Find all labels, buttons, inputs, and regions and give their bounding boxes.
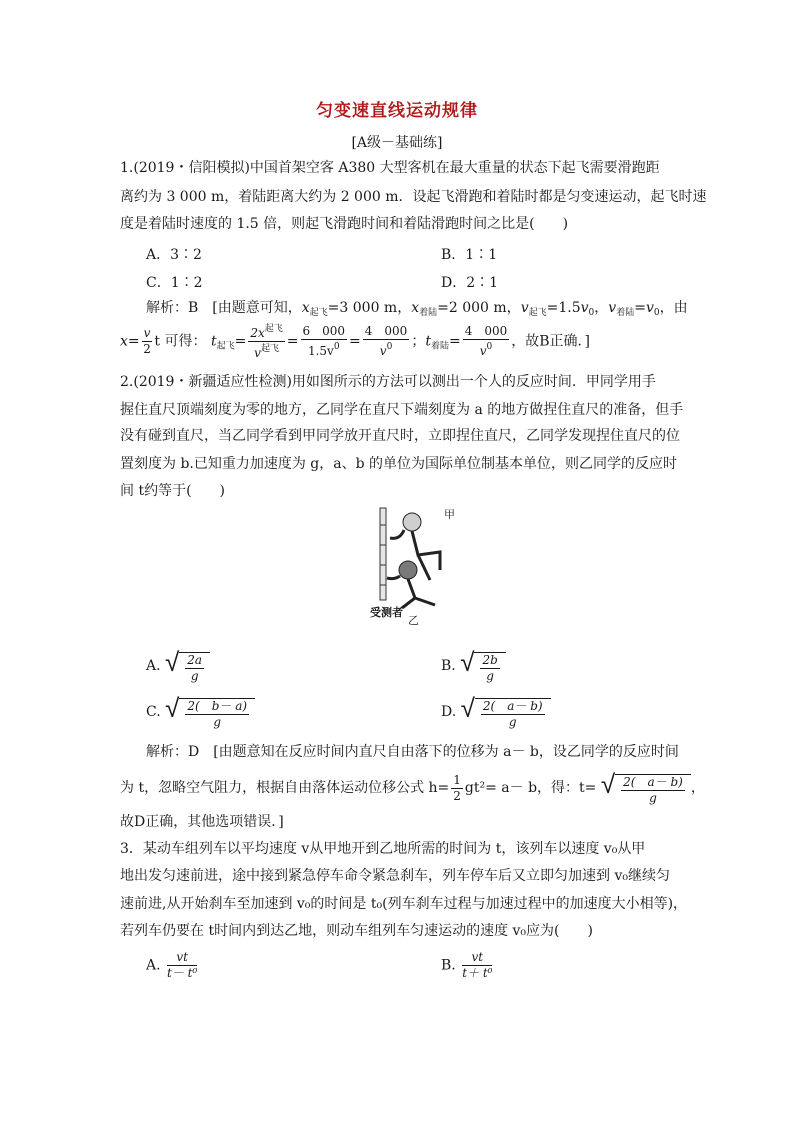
frac-den-v bbox=[248, 342, 284, 361]
den-v-b: v bbox=[479, 344, 487, 358]
num-6000: 6 000 bbox=[302, 324, 346, 338]
q1-conclusion: ，故B正确．] bbox=[511, 333, 591, 350]
sqrt-2b-over-g: √ $\frac{2b}{g}$ bbox=[460, 648, 506, 684]
den-1-5v0 bbox=[301, 340, 348, 359]
q2-option-b bbox=[441, 648, 506, 684]
frac-num: 2a bbox=[187, 653, 203, 667]
frac-6000 bbox=[301, 324, 348, 359]
sqrt-b-minus-a: √ $\frac{2( b- a)}{g}$ bbox=[165, 694, 255, 730]
frac-den: g bbox=[649, 791, 657, 805]
sup-0-b: 0 bbox=[386, 342, 393, 352]
sub-land: 着陆 bbox=[419, 308, 438, 318]
sup-den-takeoff: 起飞 bbox=[260, 344, 279, 354]
den-v0-a bbox=[363, 340, 410, 359]
q2-analysis-text-2b: gt²= a－ b，得：t= bbox=[464, 780, 597, 796]
q1-line-3: 度是着陆时速度的 1.5 倍，则起飞滑跑时间和着陆滑跑时间之比是( ) bbox=[120, 216, 569, 232]
frac-den: 2 bbox=[453, 788, 461, 803]
num-2x: 2x bbox=[250, 326, 265, 340]
eq-3: = bbox=[349, 333, 361, 350]
q1-analysis-line-1 bbox=[120, 298, 688, 323]
q2-analysis-text-1: 解析：D [由题意知在反应时间内直尺自由落下的位移为 a－ b，设乙同学的反应时间 bbox=[146, 744, 679, 760]
eq-1: = bbox=[234, 333, 247, 350]
q1-analysis-part-d: =1.5 bbox=[546, 300, 581, 316]
option-letter: A. bbox=[146, 957, 161, 974]
frac-num: 2( a－ b) bbox=[482, 699, 543, 713]
person-jia-leg bbox=[418, 555, 430, 580]
q3-line-2: 地出发匀速前进，途中接到紧急停车命令紧急刹车，列车停车后又立即匀加速到 v₀继续匀 bbox=[120, 868, 670, 884]
q3-line-3: 速前进,从开始刹车至加速到 v₀的时间是 t₀(列车刹车过程与加速过程中的加速度大小相等)， bbox=[120, 896, 688, 912]
frac-den: t－ t⁰ bbox=[167, 966, 198, 980]
option-letter: B. bbox=[441, 658, 456, 674]
q2-line-3: 没有碰到直尺，当乙同学看到甲同学放开直尺时，立即捏住直尺，乙同学发现捏住直尺的位 bbox=[120, 428, 680, 444]
den-1-5v: 1.5v bbox=[307, 344, 334, 358]
option-letter: D. bbox=[441, 704, 457, 720]
sub-t-takeoff: 起飞 bbox=[216, 341, 235, 352]
sqrt-a-minus-b: √ $\frac{2( a- b)}{g}$ bbox=[461, 694, 551, 730]
frac-num-2x bbox=[248, 322, 284, 342]
q1-analysis-part-b: =3 000 m， bbox=[327, 300, 412, 316]
q1-line-1: 1.(2019・信阳模拟)中国首架空客 A380 大型客机在最大重量的状态下起飞需要滑跑距 bbox=[120, 160, 660, 176]
person-jia-head bbox=[403, 513, 421, 531]
frac-den: 2 bbox=[143, 342, 151, 356]
q1-analysis-part-g: ，由 bbox=[659, 300, 688, 316]
option-letter: C. bbox=[146, 704, 161, 720]
q1-analysis-part-f: = bbox=[634, 300, 646, 316]
formula-x-eq: x= bbox=[120, 333, 140, 350]
sup-0-c: 0 bbox=[486, 342, 493, 352]
sub-takeoff: 起飞 bbox=[309, 308, 328, 318]
sub-v-takeoff: 起飞 bbox=[528, 308, 547, 318]
q2-line-1: 2.(2019・新疆适应性检测)用如图所示的方法可以测出一个人的反应时间．甲同学用手 bbox=[120, 374, 656, 390]
frac-num: 2b bbox=[482, 653, 498, 667]
sqrt-answer: √ $\frac{2( a- b)}{g}$ bbox=[601, 770, 691, 806]
q1-formula-line bbox=[120, 322, 590, 361]
sup-takeoff: 起飞 bbox=[264, 324, 283, 334]
frac-num: 2( b－ a) bbox=[187, 699, 248, 713]
var-t-land: t bbox=[425, 333, 431, 350]
frac-num: 2( a－ b) bbox=[623, 775, 683, 789]
frac-den: g bbox=[190, 669, 199, 683]
var-t-takeoff: t bbox=[210, 333, 217, 350]
q1-option-d: D．2∶1 bbox=[441, 275, 499, 291]
option-letter: B. bbox=[441, 957, 456, 974]
var-x-land: x bbox=[411, 300, 420, 316]
frac-num: v bbox=[143, 326, 151, 340]
num-4000-b: 4 000 bbox=[464, 324, 508, 338]
option-letter: A. bbox=[146, 658, 161, 674]
semicolon: ； bbox=[411, 333, 426, 350]
var-v-takeoff: v bbox=[520, 300, 529, 316]
person-yi-head bbox=[399, 561, 417, 579]
q1-option-c: C．1∶2 bbox=[146, 275, 203, 291]
q2-analysis-line-1 bbox=[120, 742, 679, 762]
q2-option-d bbox=[441, 694, 551, 730]
q2-option-c bbox=[146, 694, 255, 730]
sub-t-land: 着陆 bbox=[430, 341, 449, 352]
frac-4000-b bbox=[463, 324, 510, 359]
label-yi: 乙 bbox=[408, 614, 419, 627]
q2-analysis-text-2a: 为 t，忽略空气阻力，根据自由落体运动位移公式 h= bbox=[120, 780, 450, 796]
q3-line-4: 若列车仍要在 t时间内到达乙地，则动车组列车匀速运动的速度 v₀应为( ) bbox=[120, 923, 593, 939]
den-v0-b bbox=[463, 340, 510, 359]
frac-den: g bbox=[486, 669, 494, 683]
q3-option-a bbox=[146, 950, 199, 981]
q2-line-4: 置刻度为 b.已知重力加速度为 g，a、b 的单位为国际单位制基本单位，则乙同学的反应时 bbox=[120, 456, 678, 472]
frac-den: g bbox=[508, 715, 517, 729]
sup-0-a: 0 bbox=[333, 342, 340, 352]
page-title: 匀变速直线运动规律 bbox=[316, 101, 478, 121]
q3-option-b bbox=[441, 950, 494, 981]
q2-analysis-line-3: 故D正确，其他选项错误．] bbox=[120, 814, 284, 830]
var-v0-b: v bbox=[645, 300, 654, 316]
q2-line-2: 握住直尺顶端刻度为零的地方，乙同学在直尺下端刻度为 a 的地方做捏住直尺的准备，但手 bbox=[120, 402, 684, 418]
eq-2: = bbox=[286, 333, 299, 350]
frac-2x-over-v bbox=[248, 322, 284, 361]
frac-vt-over-t-minus-t0 bbox=[167, 950, 197, 981]
den-v-a: v bbox=[379, 344, 387, 358]
formula-t-text: t 可得： bbox=[154, 333, 207, 350]
label-tested: 受测者 bbox=[370, 606, 403, 619]
q2-line-5: 间 t约等于( ) bbox=[120, 483, 225, 499]
q2-option-a bbox=[146, 648, 210, 684]
var-x: x bbox=[301, 300, 310, 316]
q1-option-b: B．1∶1 bbox=[441, 247, 498, 263]
frac-v-over-2 bbox=[142, 326, 153, 357]
frac-den: t＋ t⁰ bbox=[462, 966, 493, 980]
frac-vt-over-t-plus-t0 bbox=[462, 950, 492, 981]
label-jia: 甲 bbox=[444, 508, 455, 521]
frac-num: vt bbox=[462, 950, 492, 966]
sub-v0-b: 0 bbox=[653, 308, 660, 318]
den-v: v bbox=[254, 346, 261, 360]
q1-analysis-label: 解析：B [由题意可知， bbox=[146, 300, 302, 316]
eq-4: = bbox=[448, 333, 461, 350]
q2-analysis-comma: ， bbox=[690, 780, 705, 796]
q1-analysis-part-c: =2 000 m， bbox=[437, 300, 521, 316]
var-v0: v bbox=[580, 300, 589, 316]
q3-line-1: 3．某动车组列车以平均速度 v从甲地开到乙地所需的时间为 t，该列车以速度 v₀从甲 bbox=[120, 841, 646, 857]
reaction-time-figure bbox=[360, 500, 470, 627]
sqrt-2a-over-g: √ $\frac{2a}{g}$ bbox=[165, 648, 210, 684]
level-heading: [A级－基础练] bbox=[351, 135, 443, 151]
q2-analysis-line-2 bbox=[120, 770, 705, 806]
frac-4000-a bbox=[363, 324, 410, 359]
num-4000-a: 4 000 bbox=[364, 324, 408, 338]
ruler bbox=[380, 508, 386, 600]
frac-num: vt bbox=[167, 950, 197, 966]
frac-num: 1 bbox=[453, 772, 461, 787]
frac-half bbox=[451, 773, 463, 804]
q1-line-2: 离约为 3 000 m，着陆距离大约为 2 000 m．设起飞滑跑和着陆时都是匀变速运动，起飞时速 bbox=[120, 189, 707, 205]
q1-analysis-part-e: ， bbox=[594, 300, 609, 316]
frac-den: g bbox=[213, 715, 222, 729]
var-v-land: v bbox=[608, 300, 617, 316]
sub-v0: 0 bbox=[588, 308, 595, 318]
q1-option-a: A．3∶2 bbox=[146, 247, 202, 263]
sub-v-land: 着陆 bbox=[616, 308, 635, 318]
